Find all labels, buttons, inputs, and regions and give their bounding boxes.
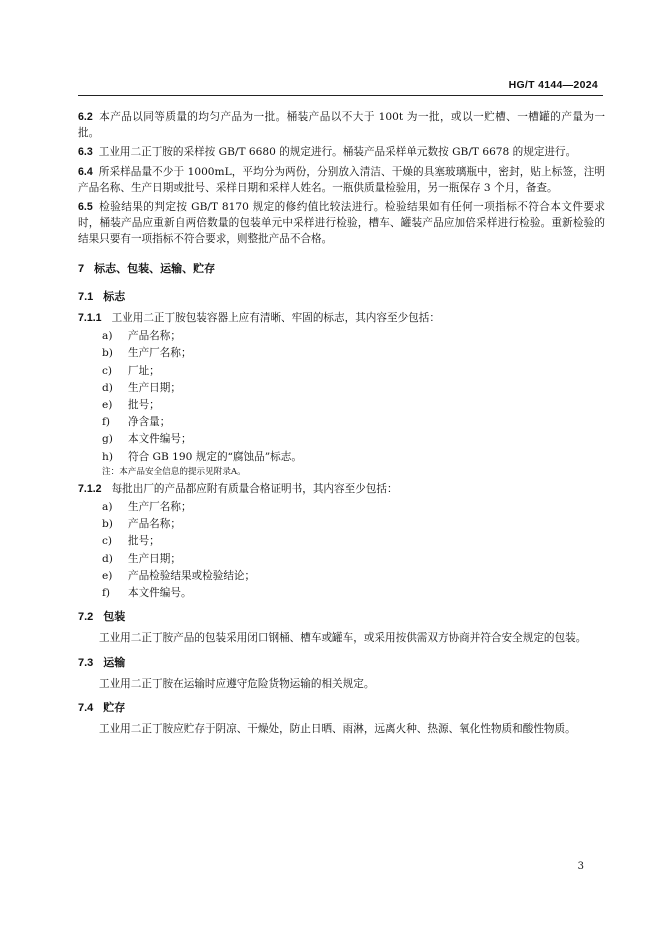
section-number: 7.2 bbox=[78, 611, 94, 624]
list-item bbox=[102, 585, 605, 601]
list-label: g) bbox=[102, 433, 113, 446]
clause-text: 工业用二正丁胺的采样按 GB/T 6680 的规定进行。桶装产品采样单元数按 GB/T 6678 的规定进行。 bbox=[98, 146, 577, 159]
list-label: b) bbox=[102, 347, 113, 360]
section-title: 运输 bbox=[103, 656, 126, 669]
list-text: 批号； bbox=[128, 535, 160, 548]
list-text: 生产日期； bbox=[128, 552, 181, 565]
clause-number: 6.2 bbox=[78, 111, 93, 123]
list-label: f) bbox=[102, 416, 111, 429]
clause-text: 本产品以同等质量的均匀产品为一批。桶装产品以不大于 100t 为一批，或以一贮槽、一槽罐的产量为一批。 bbox=[78, 111, 605, 140]
packaging-text: 工业用二正丁胺产品的包装采用闭口钢桶、槽车或罐车，或采用按供需双方协商并符合安全规定的包装。 bbox=[99, 632, 587, 645]
clause-text: 工业用二正丁胺包装容器上应有清晰、牢固的标志，其内容至少包括： bbox=[111, 312, 440, 325]
clause-number: 6.3 bbox=[78, 146, 93, 159]
list-text: 生产日期； bbox=[128, 381, 181, 394]
clause-6-2 bbox=[78, 109, 605, 141]
clause-7-1-2 bbox=[78, 481, 605, 497]
list-item bbox=[102, 414, 605, 430]
clause-number: 7.1.2 bbox=[78, 482, 102, 495]
list-label: e) bbox=[102, 399, 113, 412]
list-item bbox=[102, 533, 605, 549]
storage-text: 工业用二正丁胺应贮存于阴凉、干燥处，防止日晒、雨淋，远离火种、热源、氧化性物质和酸性物质。 bbox=[99, 723, 576, 736]
section-7-3-heading bbox=[78, 655, 605, 671]
section-number: 7 bbox=[78, 262, 85, 275]
list-item bbox=[102, 516, 605, 532]
list-text: 生产厂名称； bbox=[128, 501, 192, 514]
list-text: 生产厂名称； bbox=[128, 347, 192, 360]
section-7-1-heading bbox=[78, 289, 605, 305]
clause-text: 检验结果的判定按 GB/T 8170 规定的修约值比较法进行。检验结果如有任何一项指标不符合本文件要求时，桶装产品应重新自两倍数量的包装单元中采样进行检验，槽车、罐装产品应加倍采样进行检验。重新检验的结果只要有一项指标不符合要求，则整批产品不合格。 bbox=[78, 201, 605, 246]
list-item bbox=[102, 380, 605, 396]
note: 注：本产品安全信息的提示见附录A。 bbox=[102, 466, 246, 477]
list-item bbox=[102, 551, 605, 567]
list-item bbox=[102, 499, 605, 515]
section-number: 7.4 bbox=[78, 702, 94, 715]
section-title: 贮存 bbox=[103, 702, 126, 715]
list-item bbox=[102, 363, 605, 379]
list-label: a) bbox=[102, 501, 113, 514]
section-title: 包装 bbox=[103, 611, 126, 624]
list-text: 净含量； bbox=[128, 416, 171, 429]
list-item bbox=[102, 328, 605, 344]
list-text: 厂址； bbox=[128, 364, 160, 377]
section-number: 7.1 bbox=[78, 290, 94, 303]
list-label: d) bbox=[102, 381, 113, 394]
list-text: 产品名称； bbox=[128, 330, 181, 343]
list-item bbox=[102, 397, 605, 413]
clause-text: 所采样品量不少于 1000mL，平均分为两份，分别放入清洁、干燥的具塞玻璃瓶中，密封，贴上标签，注明产品名称、生产日期或批号、采样日期和采样人姓名。一瓶供质量检验用，另一瓶保存 3 个月，备查。 bbox=[78, 165, 605, 194]
clause-number: 7.1.1 bbox=[78, 312, 102, 325]
list-label: d) bbox=[102, 552, 113, 565]
clause-6-3 bbox=[78, 144, 605, 160]
section-title: 标志、包装、运输、贮存 bbox=[94, 262, 216, 275]
section-7-heading bbox=[78, 261, 605, 277]
list-text: 批号； bbox=[128, 399, 160, 412]
page-number: 3 bbox=[577, 861, 584, 872]
document-code: HG/T 4144—2024 bbox=[508, 79, 598, 91]
list-label: b) bbox=[102, 518, 113, 531]
section-title: 标志 bbox=[103, 290, 126, 303]
section-7-4-heading bbox=[78, 700, 605, 716]
list-text: 符合 GB 190 规定的“腐蚀品”标志。 bbox=[128, 450, 302, 463]
list-item bbox=[102, 568, 605, 584]
list-text: 本文件编号。 bbox=[128, 587, 192, 600]
clause-number: 6.5 bbox=[78, 201, 93, 214]
clause-6-4 bbox=[78, 164, 605, 196]
section-7-2-heading bbox=[78, 609, 605, 625]
list-label: f) bbox=[102, 587, 111, 600]
list-label: c) bbox=[102, 364, 113, 377]
list-label: h) bbox=[102, 450, 113, 463]
list-text: 产品检验结果或检验结论； bbox=[128, 569, 256, 582]
list-item bbox=[102, 431, 605, 447]
clause-text: 每批出厂的产品都应附有质量合格证明书，其内容至少包括： bbox=[111, 482, 398, 495]
header-rule bbox=[78, 95, 603, 96]
list-label: e) bbox=[102, 569, 113, 582]
list-text: 本文件编号； bbox=[128, 433, 192, 446]
document-body bbox=[78, 109, 605, 740]
marking-list bbox=[102, 328, 605, 465]
clause-6-5 bbox=[78, 199, 605, 248]
list-item bbox=[102, 345, 605, 361]
list-label: c) bbox=[102, 535, 113, 548]
transport-text: 工业用二正丁胺在运输时应遵守危险货物运输的相关规定。 bbox=[99, 677, 375, 690]
list-item bbox=[102, 449, 605, 465]
list-label: a) bbox=[102, 330, 113, 343]
clause-7-1-1 bbox=[78, 310, 605, 326]
clause-number: 6.4 bbox=[78, 165, 93, 178]
list-text: 产品名称； bbox=[128, 518, 181, 531]
certificate-list bbox=[102, 499, 605, 601]
section-number: 7.3 bbox=[78, 656, 94, 669]
